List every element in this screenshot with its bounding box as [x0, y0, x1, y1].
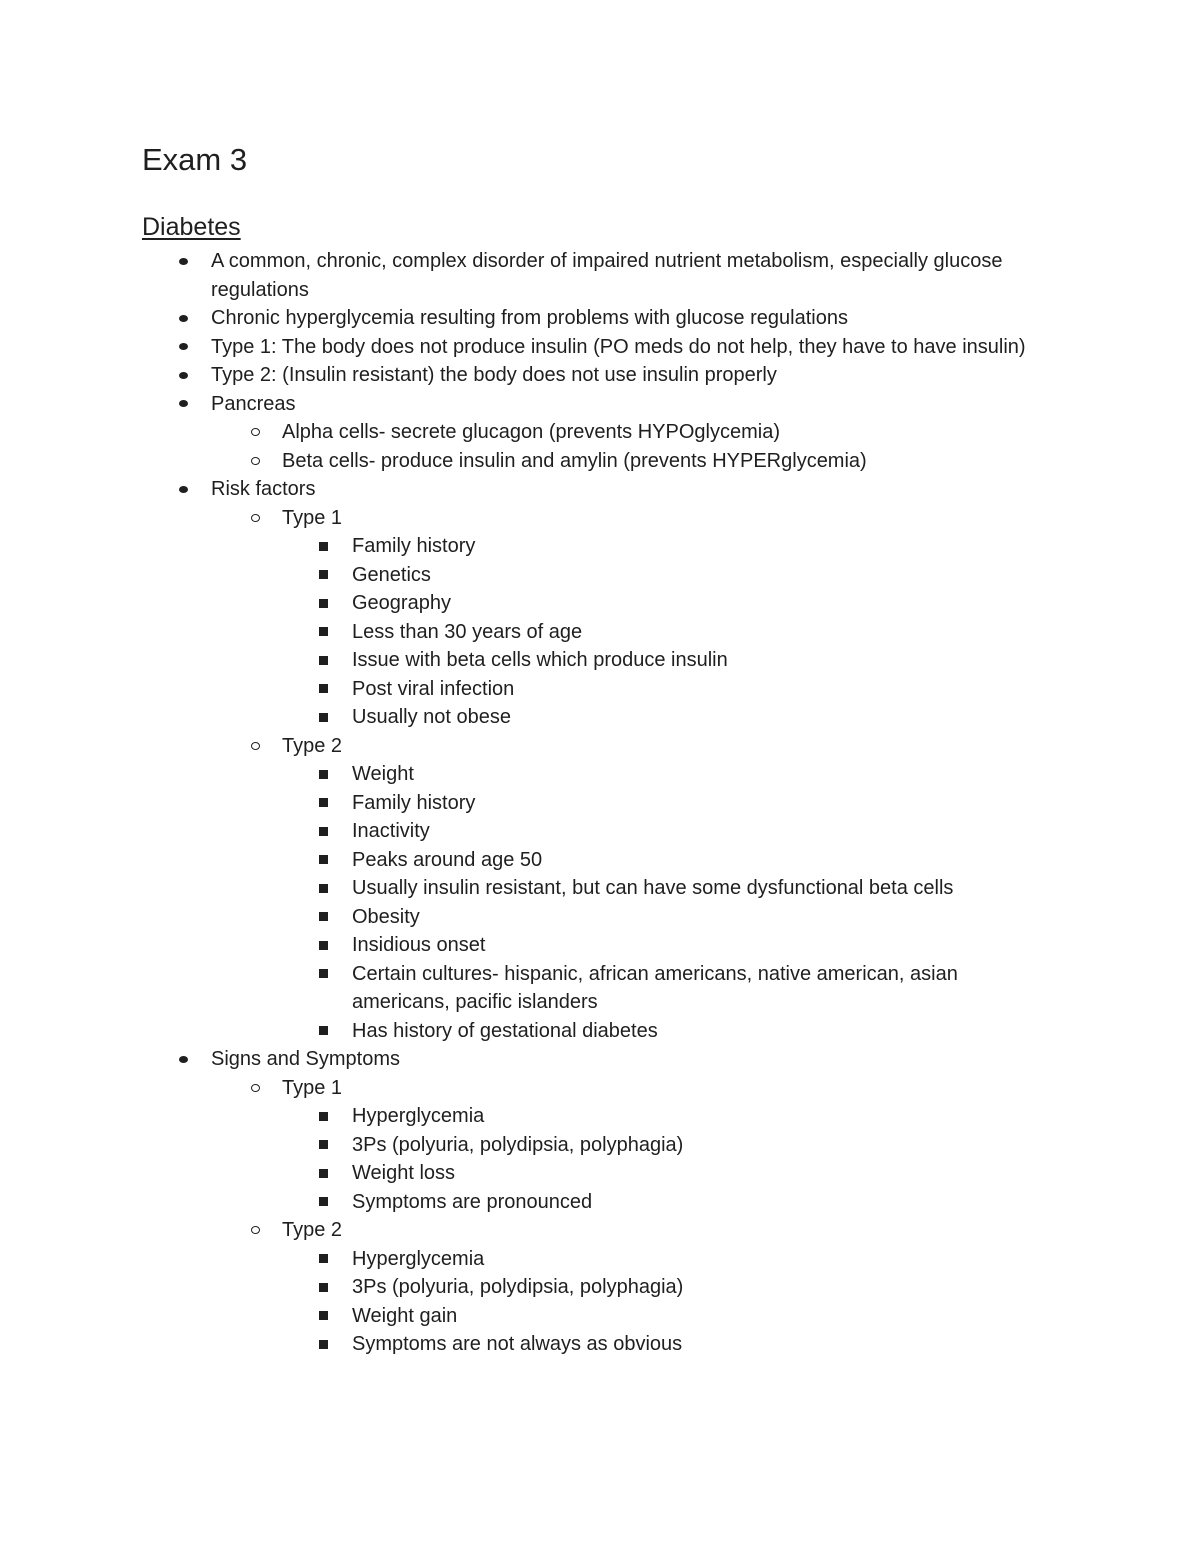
bullet-outline: [142, 247, 1042, 1359]
list-item: [142, 846, 1042, 875]
filled-square-bullet-icon: [314, 1273, 332, 1302]
list-item: [142, 504, 1042, 533]
list-item-text: Issue with beta cells which produce insulin: [352, 649, 728, 671]
list-item: [142, 1074, 1042, 1103]
list-item-text: Symptoms are pronounced: [352, 1190, 593, 1213]
filled-square-bullet-icon: [314, 817, 332, 846]
list-item: [142, 447, 1042, 476]
filled-square-bullet-icon: [314, 589, 332, 618]
filled-square-bullet-icon: [314, 903, 332, 932]
list-item: [142, 1188, 1042, 1217]
filled-disc-bullet-icon: [174, 1045, 192, 1074]
list-item: [142, 361, 1042, 390]
filled-square-bullet-icon: [314, 1159, 332, 1188]
list-item-text: Pancreas: [211, 392, 296, 415]
list-item-text: Weight gain: [352, 1304, 458, 1327]
filled-square-bullet-icon: [314, 618, 332, 647]
list-item: [142, 475, 1042, 504]
filled-disc-bullet-icon: [174, 333, 192, 362]
list-item: [142, 561, 1042, 590]
list-item: [142, 703, 1042, 732]
document-title: Exam 3: [142, 142, 248, 177]
list-item-text: Risk factors: [211, 478, 316, 500]
list-item-text: Weight: [352, 763, 414, 785]
list-item: [142, 732, 1042, 761]
list-item-text: Hyperglycemia: [352, 1105, 485, 1127]
filled-square-bullet-icon: [314, 874, 332, 903]
list-item: [142, 1159, 1042, 1188]
list-item: [142, 817, 1042, 846]
list-item-text: Family history: [352, 535, 476, 557]
list-item-text: Type 1: [282, 1076, 343, 1099]
filled-square-bullet-icon: [314, 846, 332, 875]
list-item-text: Signs and Symptoms: [211, 1048, 400, 1070]
list-item-text: Beta cells- produce insulin and amylin (prevents HYPERglycemia): [282, 449, 867, 472]
list-item-text: Symptoms are not always as obvious: [352, 1333, 683, 1355]
list-item: [142, 1273, 1042, 1302]
list-item-text: Genetics: [352, 563, 431, 586]
list-item: [142, 675, 1042, 704]
filled-disc-bullet-icon: [174, 247, 192, 276]
list-item-text: Peaks around age 50: [352, 848, 543, 871]
filled-disc-bullet-icon: [174, 390, 192, 419]
list-item: [142, 1302, 1042, 1331]
filled-square-bullet-icon: [314, 1245, 332, 1274]
filled-square-bullet-icon: [314, 1188, 332, 1217]
list-item-text: Type 1: [282, 506, 343, 529]
list-item-text: Alpha cells- secrete glucagon (prevents HYPOglycemia): [282, 421, 780, 443]
list-item: [142, 1017, 1042, 1046]
list-item: [142, 532, 1042, 561]
hollow-circle-bullet-icon: [246, 504, 264, 533]
list-item-text: Geography: [352, 592, 451, 614]
list-item: [142, 418, 1042, 447]
hollow-circle-bullet-icon: [246, 418, 264, 447]
list-item-text: Weight loss: [352, 1162, 456, 1184]
list-item-text: Less than 30 years of age: [352, 620, 583, 643]
list-item-text: Type 1: The body does not produce insulin (PO meds do not help, they have to have insulin): [211, 335, 1026, 358]
filled-square-bullet-icon: [314, 931, 332, 960]
hollow-circle-bullet-icon: [246, 732, 264, 761]
list-item: [142, 333, 1042, 362]
filled-disc-bullet-icon: [174, 361, 192, 390]
list-item-text: Type 2: [282, 1219, 343, 1241]
list-item: [142, 589, 1042, 618]
list-item-text: Obesity: [352, 905, 420, 928]
list-item: [142, 789, 1042, 818]
filled-square-bullet-icon: [314, 1330, 332, 1359]
list-item: [142, 247, 1042, 304]
list-item-text: Type 2: [282, 734, 343, 757]
list-item-text: Usually insulin resistant, but can have some dysfunctional beta cells: [352, 877, 954, 899]
filled-square-bullet-icon: [314, 703, 332, 732]
hollow-circle-bullet-icon: [246, 447, 264, 476]
list-item: [142, 1045, 1042, 1074]
filled-square-bullet-icon: [314, 1302, 332, 1331]
list-item: [142, 1245, 1042, 1274]
list-item: [142, 931, 1042, 960]
list-item-text: Inactivity: [352, 820, 430, 842]
filled-square-bullet-icon: [314, 646, 332, 675]
list-item-text: 3Ps (polyuria, polydipsia, polyphagia): [352, 1276, 684, 1298]
filled-square-bullet-icon: [314, 960, 332, 989]
filled-square-bullet-icon: [314, 675, 332, 704]
filled-square-bullet-icon: [314, 532, 332, 561]
filled-square-bullet-icon: [314, 760, 332, 789]
hollow-circle-bullet-icon: [246, 1216, 264, 1245]
list-item: [142, 960, 1042, 1017]
list-item: [142, 618, 1042, 647]
list-item-text: Type 2: (Insulin resistant) the body does not use insulin properly: [211, 364, 777, 386]
list-item-text: Certain cultures- hispanic, african americans, native american, asian americans, pacific islanders: [352, 962, 958, 1013]
list-item: [142, 304, 1042, 333]
section-heading-diabetes: Diabetes: [142, 213, 241, 241]
list-item-text: Insidious onset: [352, 934, 486, 956]
list-item: [142, 903, 1042, 932]
hollow-circle-bullet-icon: [246, 1074, 264, 1103]
list-item-text: Has history of gestational diabetes: [352, 1019, 658, 1042]
filled-square-bullet-icon: [314, 561, 332, 590]
filled-square-bullet-icon: [314, 1017, 332, 1046]
filled-disc-bullet-icon: [174, 304, 192, 333]
list-item-text: Family history: [352, 791, 476, 814]
list-item: [142, 1102, 1042, 1131]
list-item: [142, 1330, 1042, 1359]
filled-disc-bullet-icon: [174, 475, 192, 504]
list-item: [142, 1216, 1042, 1245]
filled-square-bullet-icon: [314, 1102, 332, 1131]
list-item-text: A common, chronic, complex disorder of impaired nutrient metabolism, especially glucose regulations: [211, 250, 1003, 301]
list-item-text: Usually not obese: [352, 706, 511, 728]
list-item-text: Post viral infection: [352, 677, 515, 700]
list-item: [142, 390, 1042, 419]
list-item: [142, 760, 1042, 789]
list-item: [142, 1131, 1042, 1160]
list-item: [142, 646, 1042, 675]
filled-square-bullet-icon: [314, 789, 332, 818]
filled-square-bullet-icon: [314, 1131, 332, 1160]
list-item-text: Chronic hyperglycemia resulting from problems with glucose regulations: [211, 307, 848, 329]
list-item-text: Hyperglycemia: [352, 1247, 485, 1270]
list-item-text: 3Ps (polyuria, polydipsia, polyphagia): [352, 1133, 684, 1156]
list-item: [142, 874, 1042, 903]
